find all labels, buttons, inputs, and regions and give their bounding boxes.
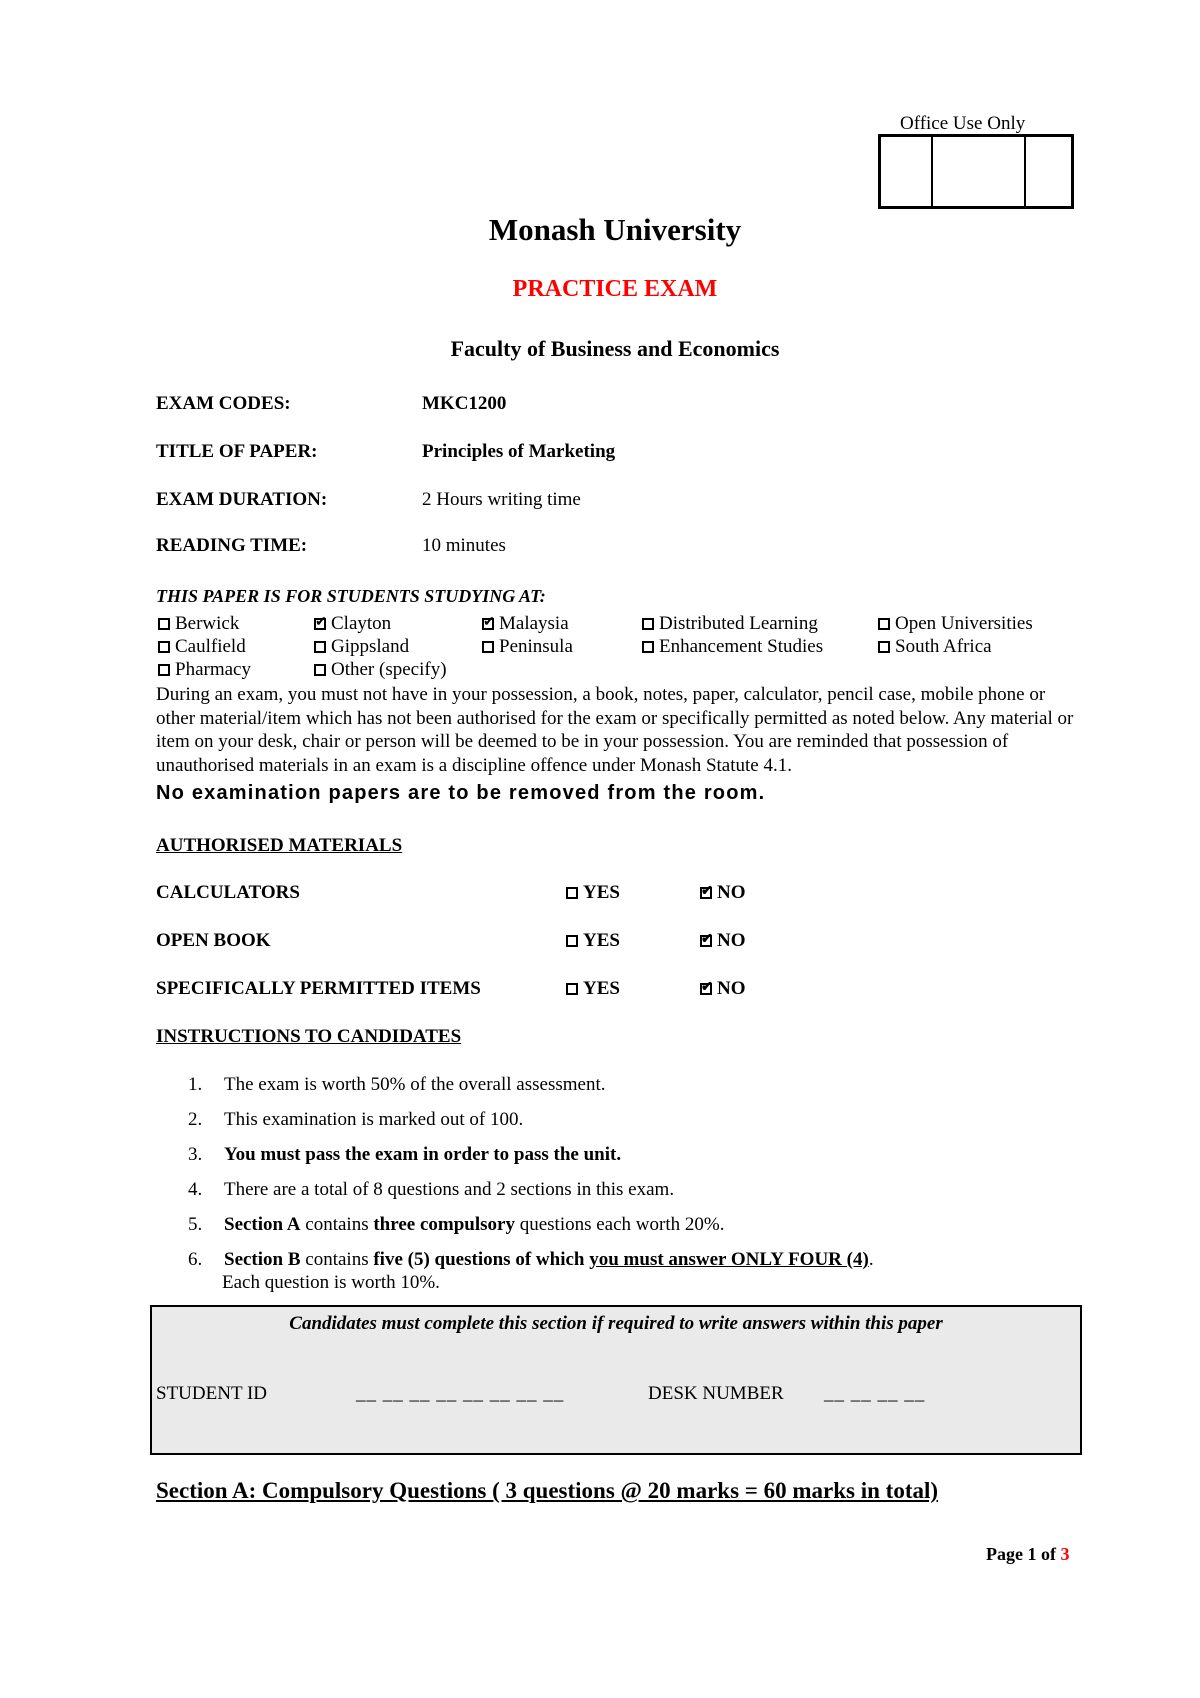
- office-use-cell: [881, 137, 933, 206]
- instruction-number: 2.: [188, 1109, 203, 1130]
- instruction-text: Section A contains three compulsory questions each worth 20%.: [224, 1214, 725, 1235]
- instruction-number: 4.: [188, 1179, 203, 1200]
- office-use-cell: [1026, 137, 1071, 206]
- instruction-number: 1.: [188, 1074, 203, 1095]
- materials-open-book-label: OPEN BOOK: [156, 930, 271, 951]
- duration-label: EXAM DURATION:: [156, 489, 328, 510]
- rules-paragraph: During an exam, you must not have in your possession, a book, notes, paper, calculator, pencil case, mobile phone or other material/item which has not been authorised for the exam or specifically permitted as noted below. Any material or item on your desk, chair or person will be deemed to be in your possession. You are reminded that possession of unauthorised materials in an exam is a discipline offence under Monash Statute 4.1.: [156, 684, 1074, 776]
- checkbox[interactable]: [642, 618, 654, 630]
- materials-permitted-items-label: SPECIFICALLY PERMITTED ITEMS: [156, 978, 481, 999]
- checkbox[interactable]: [314, 664, 326, 676]
- office-use-box: [878, 134, 1074, 209]
- campus-berwick[interactable]: Berwick: [158, 613, 239, 635]
- checkbox-checked[interactable]: [314, 618, 326, 630]
- reading-value: 10 minutes: [422, 535, 506, 556]
- checkbox[interactable]: [642, 641, 654, 653]
- office-use-label: Office Use Only: [900, 113, 1026, 134]
- checkbox[interactable]: [878, 618, 890, 630]
- campus-peninsula[interactable]: Peninsula: [482, 636, 573, 658]
- materials-calculators-label: CALCULATORS: [156, 882, 300, 903]
- checkbox[interactable]: [158, 641, 170, 653]
- instruction-text: The exam is worth 50% of the overall assessment.: [224, 1074, 606, 1095]
- instruction-item: [188, 1179, 674, 1201]
- instruction-item: [188, 1214, 724, 1236]
- calculators-no-option[interactable]: ✔ NO: [700, 882, 746, 904]
- campus-clayton[interactable]: ✔ Clayton: [314, 613, 391, 635]
- section-a-title: Section A: Compulsory Questions ( 3 questions @ 20 marks = 60 marks in total): [156, 1478, 939, 1503]
- checkbox[interactable]: [566, 887, 578, 899]
- checkbox[interactable]: [566, 983, 578, 995]
- faculty-name: Faculty of Business and Economics: [450, 336, 780, 361]
- materials-heading: AUTHORISED MATERIALS: [156, 835, 403, 856]
- candidate-box-title: Candidates must complete this section if required to write answers within this paper: [289, 1313, 943, 1334]
- campus-malaysia[interactable]: ✔ Malaysia: [482, 613, 569, 635]
- instruction-number: 6.: [188, 1249, 203, 1270]
- permitted-items-no-option[interactable]: ✔ NO: [700, 978, 746, 1000]
- exam-codes-value: MKC1200: [422, 393, 507, 414]
- instruction-text: There are a total of 8 questions and 2 sections in this exam.: [224, 1179, 675, 1200]
- desk-number-label: DESK NUMBER: [648, 1383, 784, 1404]
- checkbox-checked[interactable]: [482, 618, 494, 630]
- permitted-items-yes-option[interactable]: YES: [566, 978, 620, 1000]
- open-book-yes-option[interactable]: YES: [566, 930, 620, 952]
- title-label: TITLE OF PAPER:: [156, 441, 318, 462]
- checkbox[interactable]: [566, 935, 578, 947]
- duration-value: 2 Hours writing time: [422, 489, 581, 510]
- desk-number-field[interactable]: __ __ __ __: [824, 1383, 926, 1404]
- candidate-details-box: [150, 1305, 1082, 1455]
- campus-south-africa[interactable]: South Africa: [878, 636, 992, 658]
- campus-enhancement-studies[interactable]: Enhancement Studies: [642, 636, 823, 658]
- instruction-item: [188, 1249, 874, 1271]
- exam-type: PRACTICE EXAM: [512, 276, 718, 302]
- checkbox-checked[interactable]: [700, 887, 712, 899]
- office-use-cell: [933, 137, 1026, 206]
- instruction-text: You must pass the exam in order to pass the unit.: [224, 1144, 622, 1165]
- instruction-item: [188, 1074, 605, 1096]
- no-removal-notice: No examination papers are to be removed from the room.: [156, 782, 766, 804]
- campus-heading: THIS PAPER IS FOR STUDENTS STUDYING AT:: [156, 586, 546, 606]
- student-id-field[interactable]: __ __ __ __ __ __ __ __: [356, 1383, 565, 1404]
- university-name: Monash University: [488, 212, 742, 247]
- instruction-number: 5.: [188, 1214, 203, 1235]
- instructions-heading: INSTRUCTIONS TO CANDIDATES: [156, 1026, 462, 1047]
- reading-label: READING TIME:: [156, 535, 308, 556]
- checkbox[interactable]: [878, 641, 890, 653]
- instruction-item: [188, 1109, 523, 1131]
- calculators-yes-option[interactable]: YES: [566, 882, 620, 904]
- checkbox[interactable]: [314, 641, 326, 653]
- exam-codes-label: EXAM CODES:: [156, 393, 291, 414]
- instruction-continuation: Each question is worth 10%.: [222, 1272, 440, 1293]
- checkbox[interactable]: [482, 641, 494, 653]
- campus-caulfield[interactable]: Caulfield: [158, 636, 246, 658]
- instruction-text: This examination is marked out of 100.: [224, 1109, 524, 1130]
- instruction-text: Section B contains five (5) questions of which you must answer ONLY FOUR (4).: [224, 1249, 874, 1270]
- title-value: Principles of Marketing: [422, 441, 616, 462]
- open-book-no-option[interactable]: ✔ NO: [700, 930, 746, 952]
- checkbox[interactable]: [158, 664, 170, 676]
- campus-gippsland[interactable]: Gippsland: [314, 636, 409, 658]
- checkbox-checked[interactable]: [700, 935, 712, 947]
- student-id-label: STUDENT ID: [156, 1383, 268, 1404]
- campus-distributed-learning[interactable]: Distributed Learning: [642, 613, 818, 635]
- checkbox-checked[interactable]: [700, 983, 712, 995]
- campus-open-universities[interactable]: Open Universities: [878, 613, 1033, 635]
- instruction-number: 3.: [188, 1144, 203, 1165]
- page-number: Page 1 of 3: [986, 1544, 1070, 1564]
- campus-pharmacy[interactable]: Pharmacy: [158, 659, 251, 681]
- checkbox[interactable]: [158, 618, 170, 630]
- campus-other[interactable]: Other (specify): [314, 659, 447, 681]
- instruction-item: [188, 1144, 621, 1166]
